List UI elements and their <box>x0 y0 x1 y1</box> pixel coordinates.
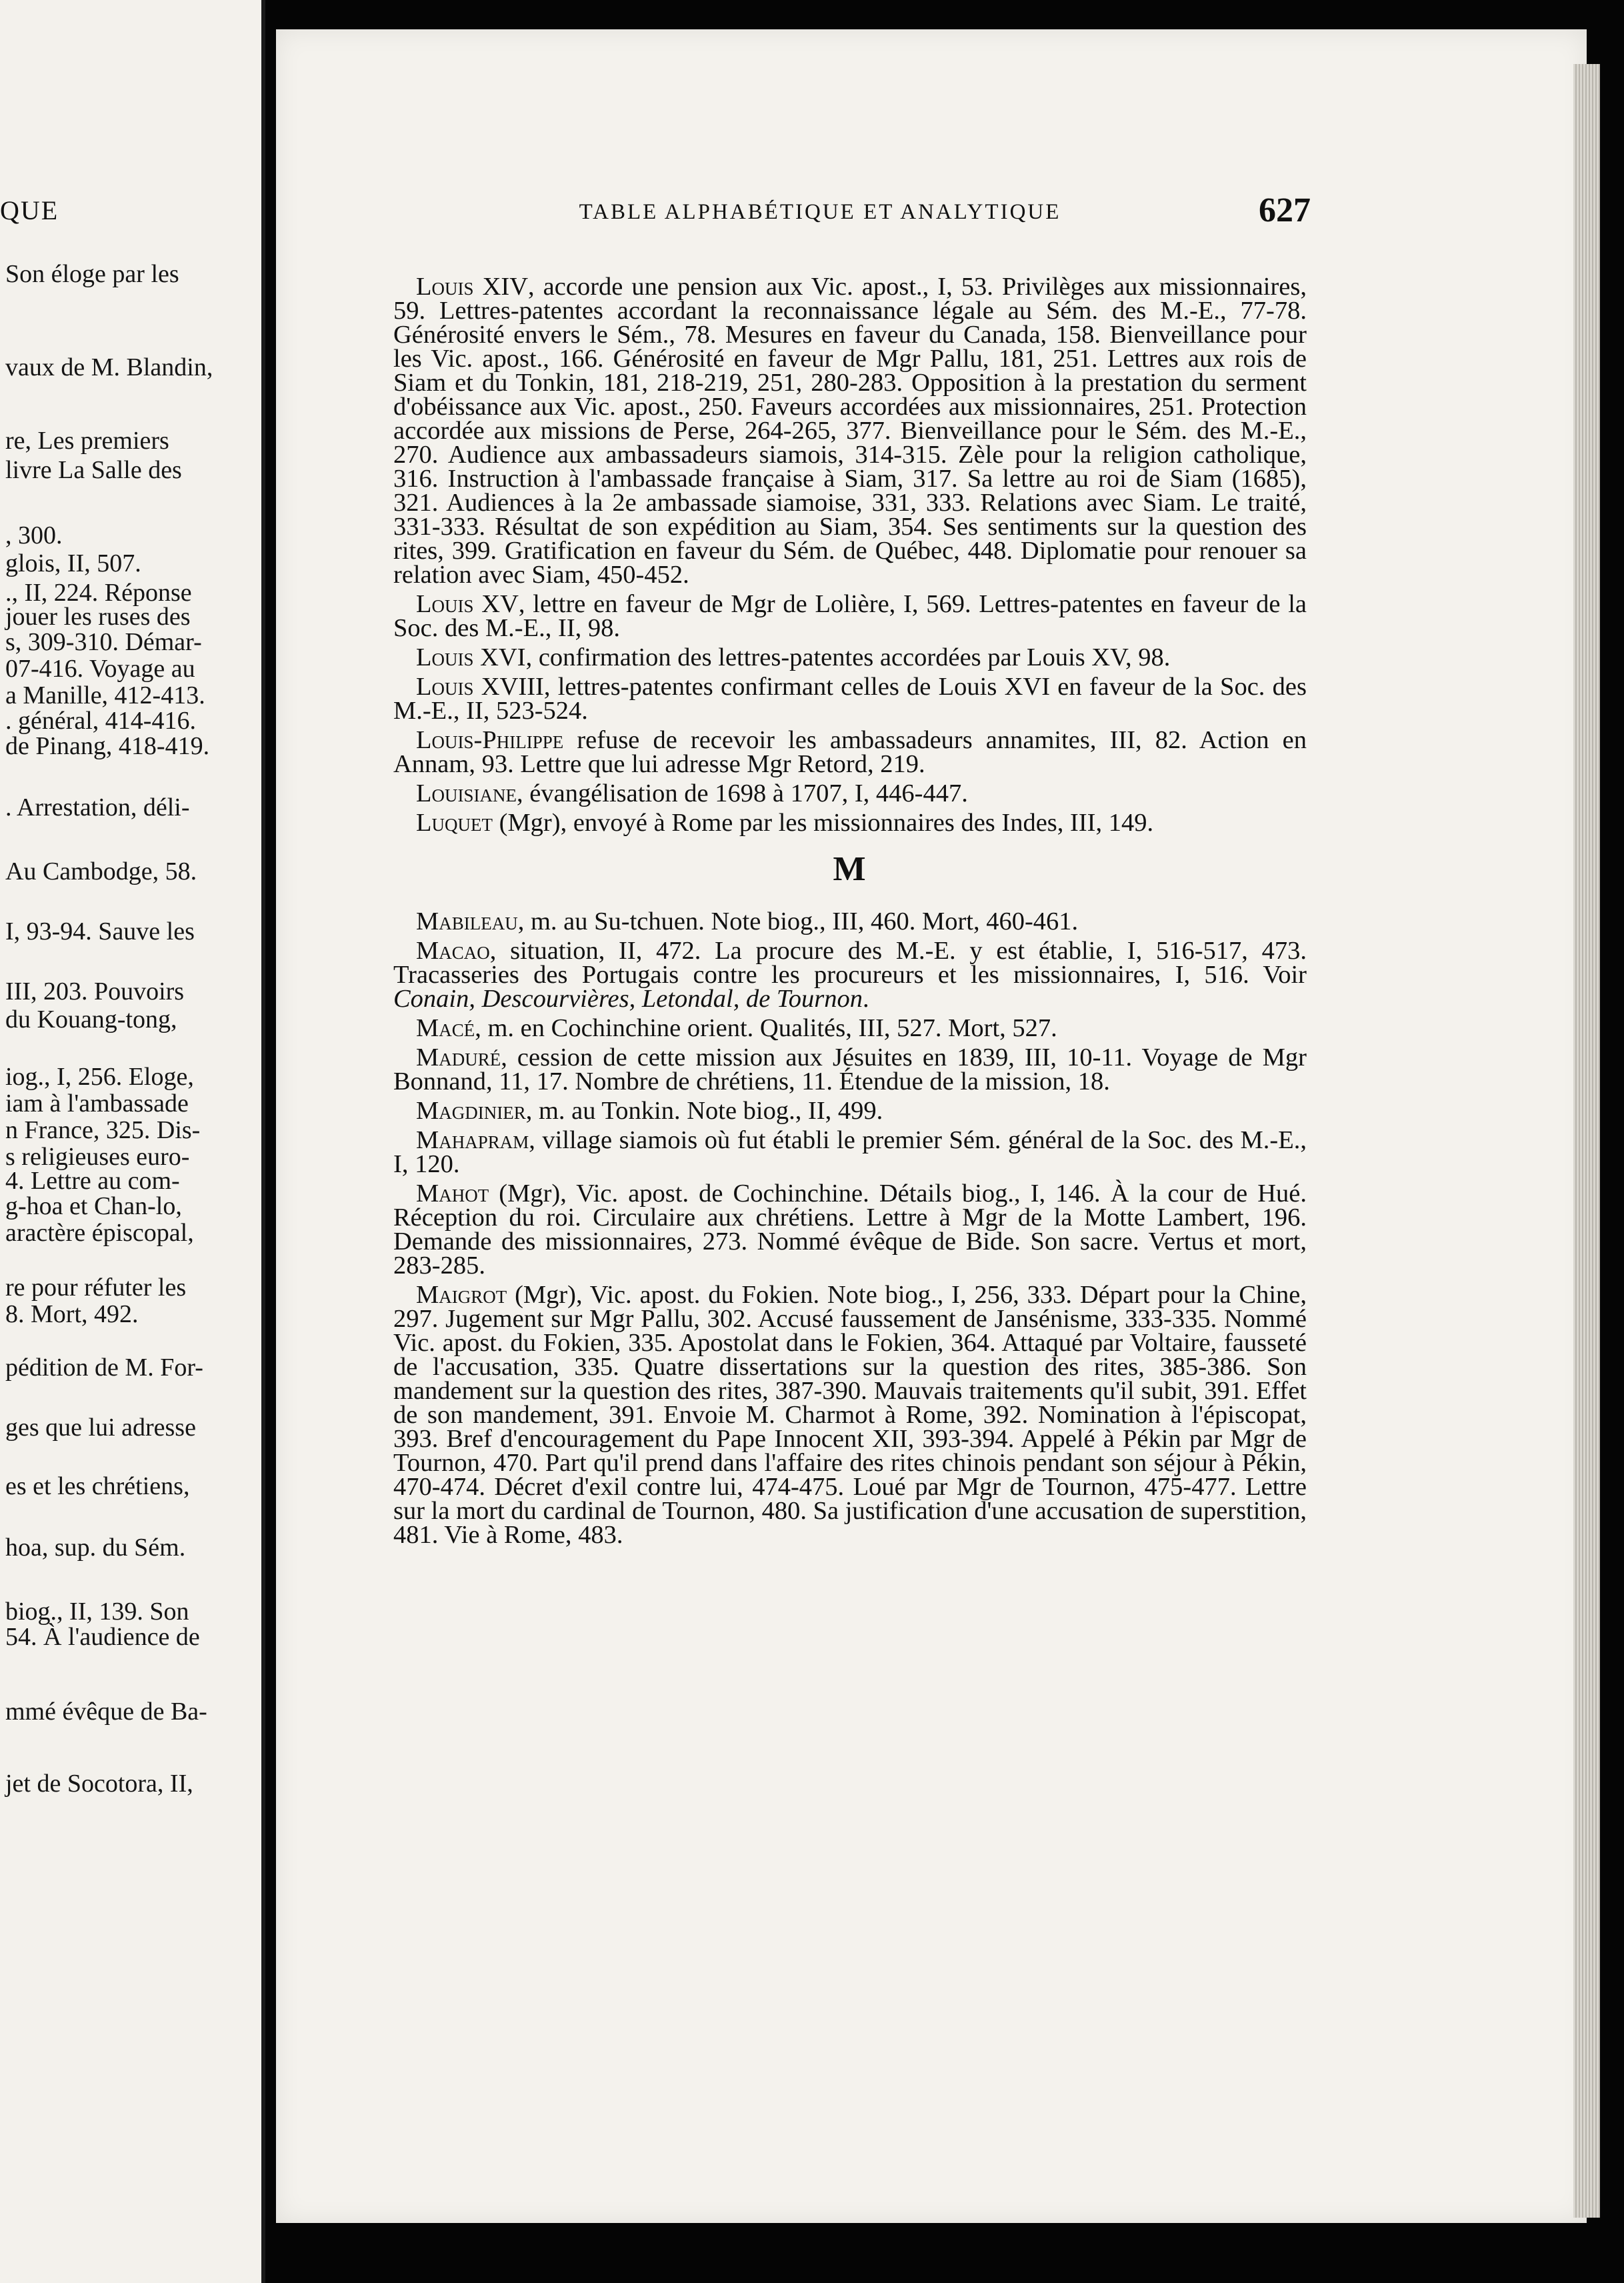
index-entry <box>393 728 1307 776</box>
index-entry <box>393 1099 1307 1123</box>
index-entry-mabileau <box>393 909 1307 933</box>
left-page-line: Au Cambodge, 58. <box>5 857 197 885</box>
index-entry <box>393 675 1307 723</box>
left-page-line: livre La Salle des <box>5 456 182 484</box>
left-page-line: . général, 414-416. <box>5 707 196 735</box>
entry-headword: Louis XVIII <box>416 673 544 701</box>
entry-text: , cession de cette mission aux Jésuites en 1839, III, 10-11. Voyage de Mgr Bonnand, 11, 17. Nombre de chrétiens, 11. Étendue de la mission, 18. <box>393 1043 1307 1095</box>
entry-headword: Louis XVI <box>416 643 526 671</box>
entry-headword: Macé <box>416 1014 475 1042</box>
left-page-header: QUE <box>0 195 59 225</box>
index-entry <box>393 592 1307 640</box>
entry-text: , village siamois où fut établi le premier Sém. général de la Soc. des M.-E., I, 120. <box>393 1126 1307 1178</box>
left-page-line: . Arrestation, déli- <box>5 793 190 821</box>
entry-text: (Mgr), Vic. apost. de Cochinchine. Détails biog., I, 146. À la cour de Hué. Réception du roi. Circulaire aux chrétiens. Lettre à Mgr de la Motte Lambert, 196. Demande des missionnaires, 273. Nommé évêque de Bide. Son sacre. Vertus et mort, 283-285. <box>393 1180 1307 1280</box>
index-entry <box>393 811 1307 835</box>
entry-text: , lettres-patentes confirmant celles de Louis XVI en faveur de la Soc. des M.-E., II, 523-524. <box>393 673 1307 725</box>
left-page-line: re, Les premiers <box>5 427 169 455</box>
left-page-line: a Manille, 412-413. <box>5 681 205 709</box>
entry-headword: Maduré <box>416 1043 501 1071</box>
entry-text: , m. en Cochinchine orient. Qualités, III, 527. Mort, 527. <box>475 1014 1057 1042</box>
left-page-line: g-hoa et Chan-lo, <box>5 1192 182 1220</box>
entry-text: (Mgr), envoyé à Rome par les missionnaires des Indes, III, 149. <box>493 809 1154 837</box>
entry-text: refuse de recevoir les ambassadeurs annamites, III, 82. Action en Annam, 93. Lettre que lui adresse Mgr Retord, 219. <box>393 726 1307 778</box>
entry-text: , évangélisation de 1698 à 1707, I, 446-447. <box>517 779 968 807</box>
left-page-line: , 300. <box>5 521 63 549</box>
left-page-line: I, 93-94. Sauve les <box>5 917 195 945</box>
entry-see-also: Conain, Descourvières, Letondal, de Tournon <box>393 985 863 1013</box>
left-page-line: jet de Socotora, II, <box>5 1770 193 1798</box>
left-page-line: glois, II, 507. <box>5 549 141 577</box>
page-number: 627 <box>1259 191 1311 229</box>
entry-headword: Louis XIV <box>416 273 528 301</box>
index-content <box>393 275 1307 1552</box>
left-page-line: III, 203. Pouvoirs <box>5 977 185 1005</box>
entry-text: , m. au Su-tchuen. Note biog., III, 460. Mort, 460-461. <box>517 907 1079 935</box>
entry-text: , m. au Tonkin. Note biog., II, 499. <box>525 1097 883 1125</box>
left-page-line: s, 309-310. Démar- <box>5 628 202 656</box>
entry-text: , confirmation des lettres-patentes accordées par Louis XV, 98. <box>525 643 1171 671</box>
entry-text: , lettre en faveur de Mgr de Lolière, I, 569. Lettres-patentes en faveur de la Soc. des M.-E., II, 98. <box>393 590 1307 642</box>
left-page-line: biog., II, 139. Son <box>5 1598 189 1626</box>
entry-headword: Luquet <box>416 809 493 837</box>
left-page-line: du Kouang-tong, <box>5 1005 177 1033</box>
left-page-line: 07-416. Voyage au <box>5 655 195 683</box>
left-page-line: hoa, sup. du Sém. <box>5 1534 186 1562</box>
index-entry <box>393 1283 1307 1547</box>
left-page-line: ., II, 224. Réponse <box>5 579 192 607</box>
entry-headword: Magdinier <box>416 1097 526 1125</box>
left-page-line: ges que lui adresse <box>5 1414 196 1442</box>
index-entry <box>393 275 1307 587</box>
entry-text: (Mgr), Vic. apost. du Fokien. Note biog., I, 256, 333. Départ pour la Chine, 297. Jugement sur Mgr Pallu, 302. Accusé faussement de Jansénisme, 333-335. Nommé Vic. apost. du Fokien, 335. Apostolat dans le Fokien, 364. Attaqué par Voltaire, fausseté de l'accusation, 335. Quatre dissertations sur la question des rites, 385-386. Son mandement sur la question des rites, 387-390. Mauvais traitements qu'il subit, 391. Effet de son mandement, 391. Envoie M. Charmot à Rome, 392. Nomination à l'épiscopat, 393. Bref d'encouragement du Pape Innocent XII, 393-394. Appelé à Pékin par Mgr de Tournon, 470. Part qu'il prend dans l'affaire des rites chinois pendant son séjour à Pékin, 470-474. Décret d'exil contre lui, 474-475. Loué par Mgr de Tournon, 475-477. Lettre sur la mort du cardinal de Tournon, 480. Sa justification d'une accusation de superstition, 481. Vie à Rome, 483. <box>393 1281 1307 1549</box>
entries-m <box>393 1016 1307 1547</box>
left-page-line: mmé évêque de Ba- <box>5 1698 207 1726</box>
left-page <box>0 0 265 2283</box>
left-page-line: 54. À l'audience de <box>5 1623 200 1651</box>
entry-headword: Mabileau <box>416 907 518 935</box>
entry-text-end: . <box>863 985 869 1013</box>
left-page-line: Son éloge par les <box>5 260 179 288</box>
left-page-line: jouer les ruses des <box>5 603 191 631</box>
left-page-line: 4. Lettre au com- <box>5 1167 180 1195</box>
left-page-line: n France, 325. Dis- <box>5 1116 201 1144</box>
left-page-line: iam à l'ambassade <box>5 1089 189 1117</box>
left-page-line: s religieuses euro- <box>5 1143 190 1171</box>
left-page-line: es et les chrétiens, <box>5 1472 190 1500</box>
left-page-line: de Pinang, 418-419. <box>5 732 210 760</box>
page-edge <box>1573 64 1600 2218</box>
left-page-line: iog., I, 256. Eloge, <box>5 1063 194 1091</box>
index-entry <box>393 645 1307 669</box>
entry-headword: Mahapram <box>416 1126 529 1154</box>
left-page-line: pédition de M. For- <box>5 1354 203 1382</box>
index-entry <box>393 1182 1307 1278</box>
entry-headword: Mahot <box>416 1180 489 1208</box>
entry-text: , accorde une pension aux Vic. apost., I, 53. Privilèges aux missionnaires, 59. Lettres-patentes accordant la reconnaissance légale au Sém. des M.-E., 77-78. Générosité envers le Sém., 78. Mesures en faveur du Canada, 158. Bienveillance pour les Vic. apost., 166. Générosité en faveur de Mgr Pallu, 181, 251. Lettres aux rois de Siam et du Tonkin, 181, 218-219, 251, 280-283. Opposition à la prestation du serment d'obéissance aux Vic. apost., 250. Faveurs accordées aux missionnaires, 251. Protection accordée aux missions de Perse, 264-265, 377. Bienveillance pour le Sém. des M.-E., 270. Audience aux ambassadeurs siamois, 314-315. Zèle pour la religion catholique, 316. Instruction à l'ambassade française à Siam, 317. Sa lettre au roi de Siam (1685), 321. Audiences à la 2e ambassade siamoise, 331, 333. Relations avec Siam. Le traité, 331-333. Résultat de son expédition au Siam, 354. Ses sentiments sur la question des rites, 399. Gratification en faveur du Sém. de Québec, 448. Diplomatie pour renouer sa relation avec Siam, 450-452. <box>393 273 1307 589</box>
entry-headword: Louis-Philippe <box>416 726 564 754</box>
section-letter: M <box>833 850 867 888</box>
entry-headword: Macao <box>416 937 490 965</box>
entries-l <box>393 275 1307 835</box>
entry-text: , situation, II, 472. La procure des M.-E. y est établie, I, 516-517, 473. Tracasseries des Portugais contre les procureurs et les missionnaires, I, 516. Voir <box>393 937 1307 989</box>
index-entry <box>393 1128 1307 1176</box>
index-entry <box>393 781 1307 805</box>
left-page-line: 8. Mort, 492. <box>5 1300 139 1328</box>
left-page-line: re pour réfuter les <box>5 1274 187 1302</box>
running-header: TABLE ALPHABÉTIQUE ET ANALYTIQUE <box>579 200 1061 224</box>
index-entry <box>393 1016 1307 1040</box>
index-entry-macao <box>393 939 1307 1011</box>
entry-headword: Louisiane <box>416 779 517 807</box>
index-entry <box>393 1045 1307 1093</box>
entry-headword: Maigrot <box>416 1281 507 1309</box>
entry-headword: Louis XV <box>416 590 519 618</box>
left-page-line: vaux de M. Blandin, <box>5 353 213 381</box>
left-page-line: aractère épiscopal, <box>5 1219 194 1247</box>
